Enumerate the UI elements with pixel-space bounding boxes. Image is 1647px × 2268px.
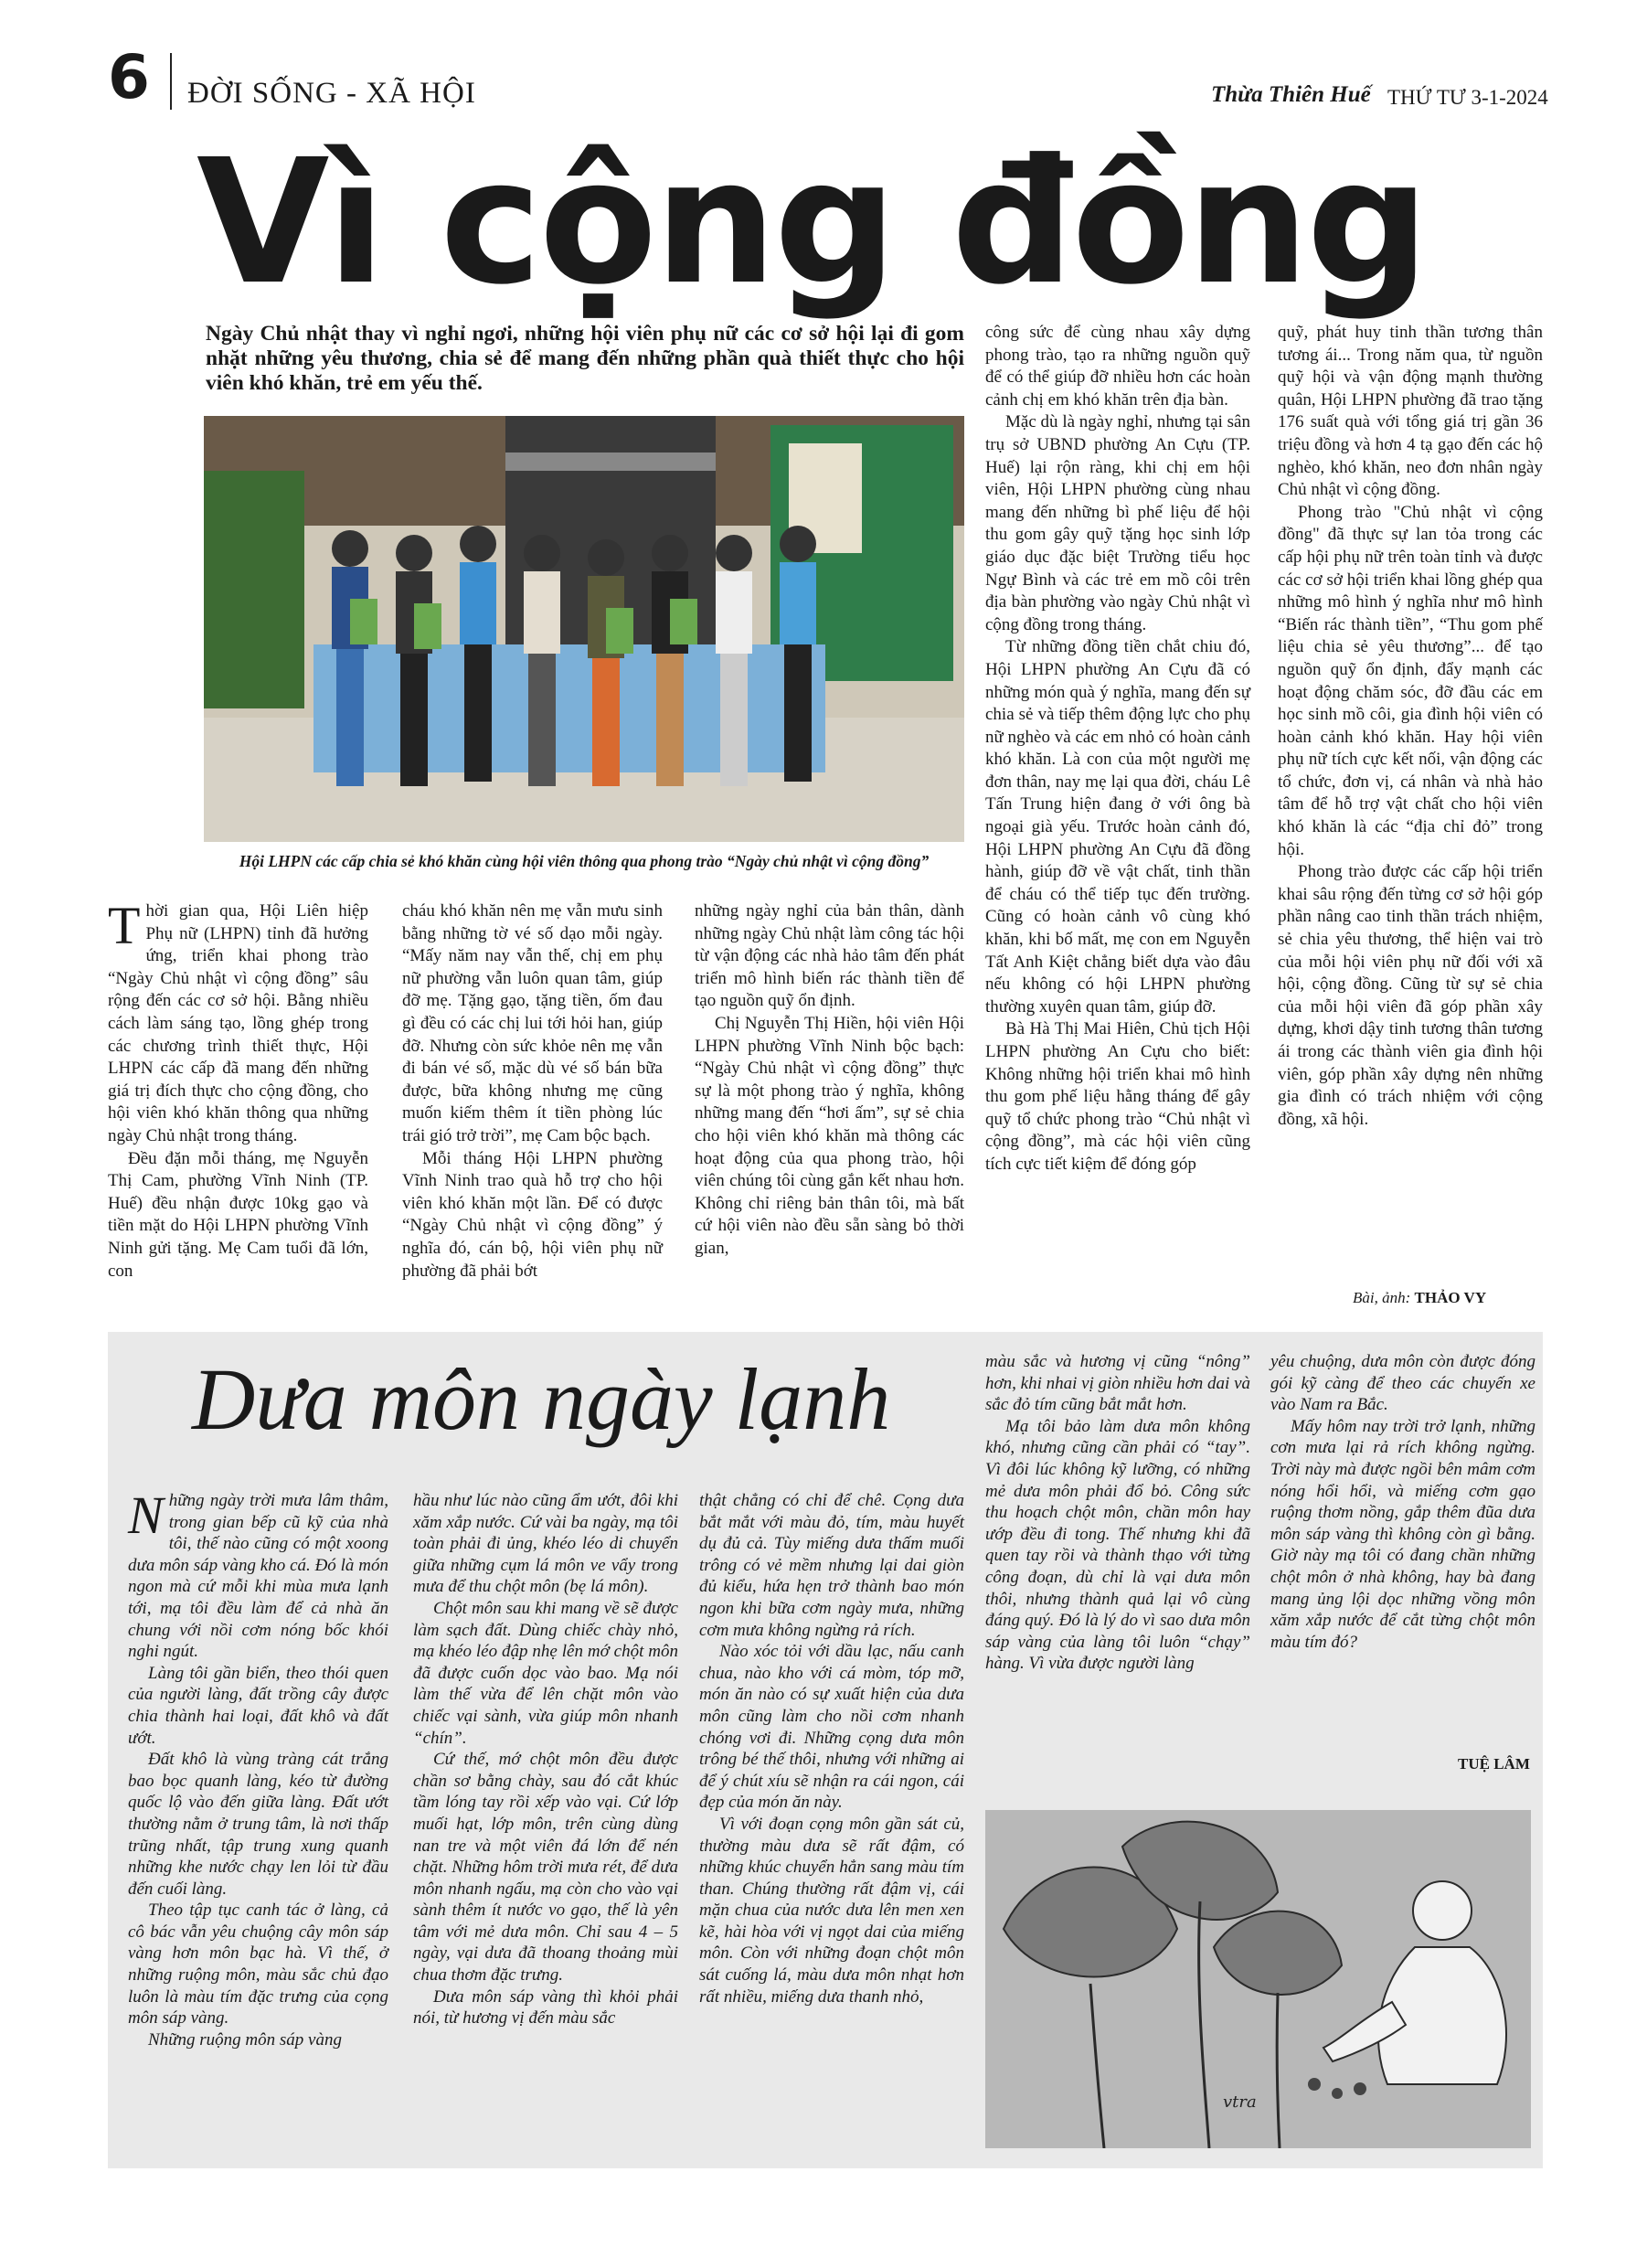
paragraph: công sức để cùng nhau xây dựng phong trào, tạo ra những nguồn quỹ để có thể giúp đỡ nhiều hơn các hoàn cảnh chị em khó khăn trên địa bàn. [985,323,1250,410]
paragraph: yêu chuộng, dưa môn còn được đóng gói kỹ càng để theo các chuyến xe vào Nam ra Bắc. [1270,1352,1535,1415]
paragraph: Những ngày trời mưa lâm thâm, trong gian bếp cũ kỹ của nhà tôi, thế nào cũng có một xoong dưa môn sáp vàng kho cá. Đó là món ngon mà cứ mỗi khi mùa mưa lạnh tới, mạ tôi đều làm để cả nhà ăn chung với nồi cơm nóng bốc khói nghi ngút. [128,1485,388,1662]
photo-caption: Hội LHPN các cấp chia sẻ khó khăn cùng hội viên thông qua phong trào “Ngày chủ nhật vì cộng đồng” [239,852,930,870]
paragraph: Phong trào "Chủ nhật vì cộng đồng" đã thực sự lan tỏa trong các cấp hội phụ nữ trên toàn tỉnh và được các cơ sở hội triển khai lồng ghép qua những mô hình ý nghĩa như mô hình “Biến rác thành tiền”, “Thu gom phế liệu chia sẻ yêu thương”... để tạo nguồn quỹ ổn định, đẩy mạnh các hoạt động chăm sóc, đỡ đầu các em học sinh mồ côi, gia đình hội viên có hoàn cảnh khó khăn. Hay hội viên phụ nữ tích cực kết nối, vận động các tổ chức, đơn vị, cá nhân và nhà hảo tâm để hỗ trợ vật chất cho hội viên khó khăn là các “địa chỉ đỏ” trong hội. [1278,502,1543,859]
drop-cap: T [108,896,141,955]
paragraph: những ngày nghỉ của bản thân, dành những ngày Chủ nhật làm công tác hội từ vận động các nhà hảo tâm đến phát triển mô hình biến rác thành tiền để tạo nguồn quỹ ổn định. [695,901,964,1011]
paragraph: màu sắc và hương vị cũng “nông” hơn, khi nhai vị giòn nhiều hơn dai và sắc đỏ tím cũng bắt mắt hơn. [985,1352,1250,1415]
paragraph: Từ những đồng tiền chắt chiu đó, Hội LHPN phường An Cựu đã có những món quà ý nghĩa, mang đến sự chia sẻ và tiếp thêm động lực cho phụ nữ nghèo và các em nhỏ có hoàn cảnh khó khăn. Là con của một người mẹ đơn thân, nay mẹ lại qua đời, cháu Lê Tấn Trung hiện đang ở với ông bà ngoại già yếu. Trước hoàn cảnh đó, Hội LHPN phường An Cựu đã đồng hành, giúp đỡ về vật chất, tinh thần để cháu có thể tiếp tục đến trường. Cũng có hoàn cảnh vô cùng khó khăn, khi bố mất, mẹ con em Nguyễn Tất Anh Kiệt chẳng biết dựa vào đâu nếu không có hội LHPN phường thường xuyên quan tâm, giúp đỡ. [985,637,1250,1017]
paragraph: Bà Hà Thị Mai Hiên, Chủ tịch Hội LHPN phường An Cựu cho biết: Không những hội triển khai mô hình thu gom phế liệu hằng tháng để gây quỹ tổ chức phong trào “Chủ nhật vì cộng đồng”, mà các hội viên cũng tích cực tiết kiệm để đóng góp [985,1019,1250,1174]
paragraph: Mỗi tháng Hội LHPN phường Vĩnh Ninh trao quà hỗ trợ cho hội viên khó khăn một lần. Để có được “Ngày Chủ nhật vì cộng đồng” ý nghĩa đó, cán bộ, hội viên phụ nữ phường đã phải bớt [402,1148,663,1281]
paragraph: Mạ tôi bảo làm dưa môn không khó, nhưng cũng cần phải có “tay”. Vì đôi lúc không kỹ lưỡng, có những mẻ dưa môn phải đổ bỏ. Công sức thu hoạch chột môn, chần môn hay ướp đều đi tong. Thế nhưng khi đã quen tay rồi và thành thạo với từng công đoạn, dù chỉ là vại dưa môn thôi, nhưng thành quả lại vô cùng đáng quý. Đó là lý do vì sao dưa môn sáp vàng của làng tôi luôn “chạy” hàng. Vì vừa được người làng [985,1416,1250,1674]
paragraph: Mấy hôm nay trời trở lạnh, những cơn mưa lại rả rích không ngừng. Trời này mà được ngồi bên mâm cơm nóng hổi hổi, và miếng cơm gạo ruộng thơm nồng, gắp thêm đũa dưa môn sáp vàng thì không còn gì bằng. Giờ này mạ tôi có đang chần những chột môn ở nhà không, hay bà đang mang ủng lội dọc những vồng môn xăm xắp nước để cắt từng chột môn màu tím đó? [1270,1416,1535,1652]
paragraph: Phong trào được các cấp hội triển khai sâu rộng đến từng cơ sở hội góp phần nâng cao tinh thần trách nhiệm, sẻ chia yêu thương, thể hiện vai trò của mỗi hội viên phụ nữ đối với xã hội, cộng đồng. Cũng từ sự sẻ chia của mỗi hội viên đã góp phần xây dựng, khơi dậy tinh tương thân tương ái trong các thành viên gia đình hội viên, góp phần xây dựng nên những gia đình có trách nhiệm với cộng đồng, xã hội. [1278,862,1543,1129]
paragraph: Chị Nguyễn Thị Hiền, hội viên Hội LHPN phường Vĩnh Ninh bộc bạch: “Ngày Chủ nhật vì cộng đồng” thực sự là một phong trào ý nghĩa, không những mang đến “hơi ấm”, sự sẻ chia cho hội viên khó khăn mà thông các hoạt động của qua phong trào, hội viên chúng tôi cùng gắn kết nhau hơn. Không chỉ riêng bản thân tôi, mà bất cứ hội viên nào đều sẵn sàng bỏ thời gian, [695,1013,964,1258]
paragraph: Theo tập tục canh tác ở làng, cả cô bác vẫn yêu chuộng cây môn sáp vàng hơn môn bạc hà. Vì thế, ở những ruộng môn, màu sắc chủ đạo luôn là màu tím đặc trưng của cọng môn sáp vàng. [128,1901,388,2028]
article2-column-1 [128,1485,388,2050]
article2-column-2 [413,1490,678,2029]
paragraph: thật chẳng có chỉ để chê. Cọng dưa bắt mắt với màu đỏ, tím, màu huyết dụ đủ cả. Tùy miếng dưa thấm muối trông có vẻ mềm nhưng lại dai giòn đủ kiểu, hứa hẹn trở thành bao món ngon khi bữa cơm ngày mưa, những cơm mưa không ngừng rả rích. [699,1491,964,1640]
paragraph: Những ruộng môn sáp vàng [148,2029,342,2050]
paragraph: Cứ thế, mớ chột môn đều được chần sơ bằng chày, sau đó cắt khúc tầm lóng tay rồi xếp vào vại. Cứ lớp muối hạt, lớp môn, trên cùng dùng nan tre và một viên đá lớn để nén chặt. Những hôm trời mưa rét, để dưa môn nhanh ngấu, mạ còn cho vào vại sành thêm ít nước vo gạo, thế là yên tâm với mẻ dưa môn. Chỉ sau 4 – 5 ngày, vại dưa đã thoang thoảng mùi chua thơm đặc trưng. [413,1750,678,1986]
paragraph: Đất khô là vùng tràng cát trắng bao bọc quanh làng, kéo từ đường quốc lộ vào đến giữa làng. Đất ướt thường nằm ở trung tâm, là nơi thấp trũng nhất, tập trung xung quanh những khe nước chạy len lỏi từ đầu đến cuối làng. [128,1750,388,1899]
article-title: Vì cộng đồng [197,122,1428,323]
article1-column-2 [402,900,663,1283]
article1-column-4 [985,322,1250,1177]
newspaper-name: Thừa Thiên Huế [1211,82,1371,107]
article1-column-5 [1278,322,1543,1131]
paragraph: Chột môn sau khi mang về sẽ được làm sạch đất. Dùng chiếc chày nhỏ, mạ khéo léo đập nhẹ lên mớ chột môn đã được cuốn dọc vào bao. Mạ nói làm thế vừa để lên chặt môn vào chiếc vại sành, vừa giúp môn nhanh “chín”. [413,1598,678,1748]
header-divider [170,53,172,110]
article1-column-3 [695,900,964,1261]
paragraph: hầu như lúc nào cũng ẩm ướt, đôi khi xăm xắp nước. Cứ vài ba ngày, mạ tôi toàn phải đi ủng, khéo léo di chuyển giữa những cụm lá môn ve vẩy trong mưa để thu chột môn (bẹ lá môn). [413,1491,678,1597]
paragraph: Đều đặn mỗi tháng, mẹ Nguyễn Thị Cam, phường Vĩnh Ninh (TP. Huế) đều nhận được 10kg gạo và tiền mặt do Hội LHPN phường Vĩnh Ninh gửi tặng. Mẹ Cam tuổi đã lớn, con [108,1148,368,1281]
article2-column-5 [1270,1351,1535,1653]
byline-prefix: Bài, ảnh: [1353,1289,1411,1306]
section-title: ĐỜI SỐNG - XÃ HỘI [187,77,476,110]
article1-column-1 [108,896,368,1283]
paragraph: Thời gian qua, Hội Liên hiệp Phụ nữ (LHPN) tỉnh đã hưởng ứng, triển khai phong trào “Ngày Chủ nhật vì cộng đồng” sâu rộng đến các cơ sở hội. Bằng nhiều cách làm sáng tạo, lồng ghép trong các chương trình thiết thực, Hội LHPN các cấp đã mang đến những giá trị đích thực cho cộng đồng, cho hội viên khó khăn thông qua những ngày Chủ nhật trong tháng. [108,896,368,1145]
byline-author: THẢO VY [1414,1289,1487,1306]
paragraph: Mặc dù là ngày nghỉ, nhưng tại sân trụ sở UBND phường An Cựu (TP. Huế) lại rộn ràng, khi chị em hội viên, Hội LHPN phường cùng nhau mang đến những bì phế liệu để hội thu gom gây quỹ tặng học sinh lớp giáo dục đặc biệt Trường tiểu học Ngự Bình và các trẻ em mồ côi trên địa bàn phường vào ngày Chủ nhật vì cộng đồng trong tháng. [985,412,1250,634]
paragraph: Nào xóc tỏi với dầu lạc, nấu canh chua, nào kho với cá mòm, tóp mỡ, món ăn nào có sự xuất hiện của dưa môn cũng làm cho nồi cơm nhanh chóng vơi đi. Những cọng dưa môn trông bé thế thôi, nhưng với những ai để ý chút xíu sẽ nhận ra cái ngon, cái đẹp của món ăn này. [699,1642,964,1813]
paragraph: quỹ, phát huy tinh thần tương thân tương ái... Trong năm qua, từ nguồn quỹ hội và vận động mạnh thường quân, Hội LHPN phường đã trao tặng 176 suất quà với tổng giá trị gần 36 triệu đồng và hơn 4 tạ gạo đến các hộ nghèo, khó khăn, neo đơn nhân ngày Chủ nhật vì cộng đồng. [1278,323,1543,500]
paragraph: Làng tôi gần biển, theo thói quen của người làng, đất trồng cây được chia thành hai loại, đất khô và đất ướt. [128,1663,388,1748]
article-lead: Ngày Chủ nhật thay vì nghỉ ngơi, những hội viên phụ nữ các cơ sở hội lại đi gom nhặt những yêu thương, chia sẻ để mang đến những phần quà thiết thực cho hội viên khó khăn, trẻ em yếu thế. [206,322,964,395]
drop-cap: N [128,1485,164,1545]
article2-column-3 [699,1490,964,2007]
paragraph: Vì với đoạn cọng môn gần sát củ, thường màu dưa sẽ rất đậm, có những khúc chuyển hẳn sang màu tím than. Chúng thường rất đậm vị, cái mặn chua của nước dưa lên men xen kẽ, hài hòa với vị ngọt dai của miếng môn. Còn với những đoạn chột môn sát cuống lá, màu dưa môn nhạt hơn rất nhiều, miếng dưa thanh nhỏ, [699,1814,964,2007]
svg-text:vtra: vtra [1223,2092,1257,2112]
paragraph: cháu khó khăn nên mẹ vẫn mưu sinh bằng những tờ vé số dạo mỗi ngày. “Mấy năm nay vẫn thế, chị em phụ nữ phường vẫn luôn quan tâm, giúp đỡ mẹ. Tặng gạo, tặng tiền, ốm đau gì đều có các chị lui tới hỏi han, giúp đỡ. Nhưng còn sức khỏe nên mẹ vẫn đi bán vé số, mặc dù vé số bán bữa được, bữa không nhưng mẹ cũng muốn kiếm thêm ít tiền phòng lúc trái gió trở trời”, mẹ Cam bộc bạch. [402,901,663,1145]
page-number: 6 [108,42,150,112]
article1-byline [1353,1289,1486,1307]
article2-byline: TUỆ LÂM [1458,1755,1530,1773]
illustration [985,1810,1531,2148]
paragraph: Dưa môn sáp vàng thì khỏi phải nói, từ hương vị đến màu sắc [413,1986,678,2028]
issue-date: THỨ TƯ 3-1-2024 [1387,86,1548,109]
article2-title: Dưa môn ngày lạnh [192,1350,891,1448]
article2-column-4 [985,1351,1250,1675]
group-photo [204,416,964,842]
